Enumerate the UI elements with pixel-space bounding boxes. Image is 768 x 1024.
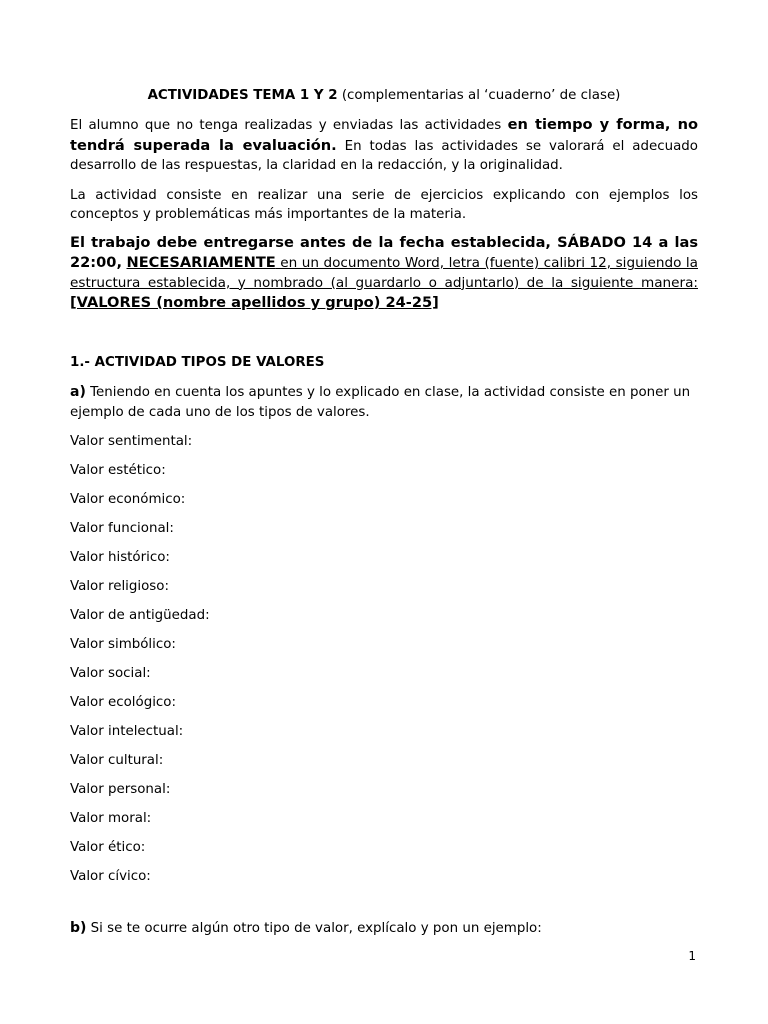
value-item: Valor cívico: (70, 868, 151, 884)
part-a-label: a) (70, 383, 86, 400)
part-b-text: Si se te ocurre algún otro tipo de valor, explícalo y pon un ejemplo: (86, 920, 542, 936)
section-heading: 1.- ACTIVIDAD TIPOS DE VALORES (70, 354, 325, 370)
value-item: Valor económico: (70, 491, 186, 507)
value-item: Valor ecológico: (70, 694, 176, 710)
intro-text-2: En todas las actividades se valorará el adecuado desarrollo de las respuestas, la claridad en la redacción, y la originalidad. (70, 138, 698, 173)
intro-bold: en tiempo y forma, no tendrá superada la evaluación. (70, 116, 699, 154)
deadline-necesariamente: NECESARIAMENTE (126, 254, 276, 271)
value-item: Valor cultural: (70, 752, 164, 768)
value-item: Valor funcional: (70, 520, 174, 536)
document-body (70, 86, 698, 939)
title-bold: ACTIVIDADES TEMA 1 Y 2 (147, 88, 338, 103)
value-item: Valor simbólico: (70, 636, 176, 652)
document-title (70, 86, 698, 106)
deadline-filename: [VALORES (nombre apellidos y grupo) 24-25] (70, 294, 439, 311)
value-item: Valor ético: (70, 839, 146, 855)
part-b-paragraph (70, 918, 698, 939)
value-item: Valor religioso: (70, 578, 169, 594)
value-item: Valor estético: (70, 462, 166, 478)
value-item: Valor sentimental: (70, 433, 193, 449)
part-a-paragraph (70, 382, 698, 423)
activity-paragraph: La actividad consiste en realizar una serie de ejercicios explicando con ejemplos los conceptos y problemáticas más importantes de la materia. (70, 187, 698, 222)
value-item: Valor intelectual: (70, 723, 184, 739)
value-item: Valor de antigüedad: (70, 607, 210, 623)
value-item: Valor social: (70, 665, 151, 681)
value-item: Valor moral: (70, 810, 152, 826)
deadline-instructions: en un documento Word, letra (fuente) calibri 12, siguiendo la estructura establecida, y nombrado (al guardarlo o adjuntarlo) de la siguiente manera: (70, 255, 698, 291)
value-item: Valor personal: (70, 781, 171, 797)
part-b-label: b) (70, 919, 87, 936)
values-list (70, 432, 698, 896)
part-a-text: Teniendo en cuenta los apuntes y lo explicado en clase, la actividad consiste en poner un ejemplo de cada uno de los tipos de valores. (70, 384, 691, 420)
deadline-paragraph (70, 233, 698, 314)
value-item: Valor histórico: (70, 549, 170, 565)
deadline-bold: El trabajo debe entregarse antes de la fecha establecida, SÁBADO 14 a las 22:00, (70, 233, 698, 271)
title-subtitle: (complementarias al ‘cuaderno’ de clase) (337, 88, 621, 103)
page-number: 1 (688, 949, 696, 963)
intro-text-1: El alumno que no tenga realizadas y enviadas las actividades (70, 118, 508, 133)
intro-paragraph (70, 115, 698, 176)
